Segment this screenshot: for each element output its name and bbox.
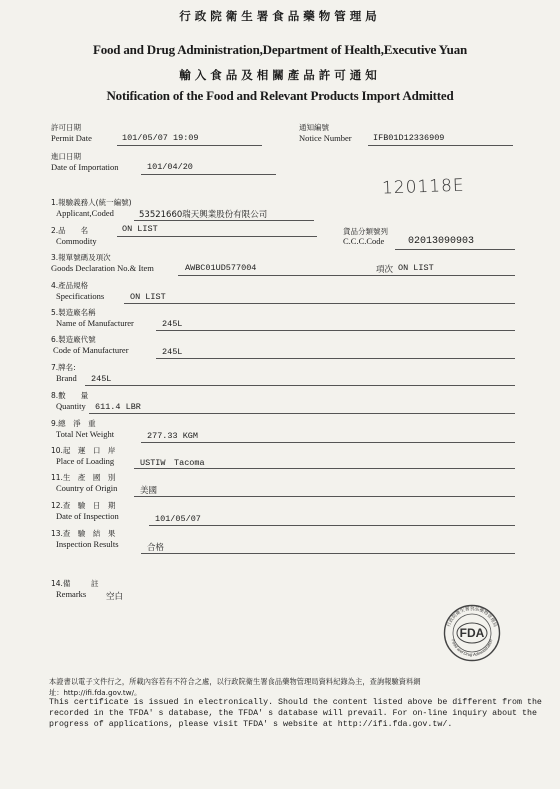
import-date-underline [141,174,276,175]
manufacturer-label-en: Name of Manufacturer [56,318,134,328]
commodity-value: ON LIST [122,224,158,234]
quantity-value: 611.4 LBR [95,402,141,412]
origin-label-en: Country of Origin [56,483,118,493]
specifications-label-cn: 4.產品規格 [51,281,89,290]
loading-underline [134,468,515,469]
goods-decl-label-en: Goods Declaration No.& Item [51,263,154,273]
notice-number-value: IFB01D12336909 [373,133,445,143]
notice-number-label-cn: 通知編號 [299,123,329,132]
quantity-underline [89,413,515,414]
ccc-label-en: C.C.C.Code [343,236,385,246]
net-weight-underline [141,442,515,443]
net-weight-label-cn: 9.總 淨 重 [51,419,96,428]
remarks-label-en: Remarks [56,589,87,599]
document-title-cn: 輸入食品及相關產品許可通知 [179,68,381,82]
brand-underline [85,385,515,386]
net-weight-value: 277.33 KGM [147,431,199,441]
goods-decl-underline [178,275,515,276]
loading-value: USTIW Tacoma [140,458,205,468]
footer-notice-en-2: recorded in the TFDA' s database, the TFDA' s database will prevail. For on-line inquiry about the [49,709,537,718]
remarks-label-cn-2: 註 [91,579,99,588]
remarks-value: 空白 [106,592,124,602]
manufacturer-code-label-en: Code of Manufacturer [53,345,129,355]
permit-date-label-en: Permit Date [51,133,92,143]
document-title-en: Notification of the Food and Relevant Products Import Admitted [106,88,454,103]
manufacturer-underline [156,330,515,331]
goods-decl-value: AWBC01UD577004 [185,263,257,273]
permit-date-underline [117,145,262,146]
specifications-value: ON LIST [130,292,166,302]
footer-notice-en-3: progress of applications, please visit TFDA' s website at http://ifi.fda.gov.tw/. [49,720,453,729]
manufacturer-code-underline [156,358,515,359]
notice-number-label-en: Notice Number [299,133,352,143]
agency-name-en: Food and Drug Administration,Department of Health,Executive Yuan [92,42,468,57]
fda-seal-abbr: FDA [459,626,485,640]
ccc-value: 02013090903 [408,236,475,247]
loading-label-en: Place of Loading [56,456,115,466]
inspection-results-value: 合格 [147,543,165,553]
agency-name-cn: 行政院衛生署食品藥物管理局 [179,9,381,23]
svg-text:行政院衛生署食品藥物管理局 [445,605,499,628]
ccc-label-cn: 貨品分類號列 [343,227,388,236]
inspection-results-label-en: Inspection Results [56,539,119,549]
commodity-label-cn: 2.品 名 [51,226,89,235]
inspection-date-label-en: Date of Inspection [56,511,119,521]
applicant-value: 53521660瑞天興業股份有限公司 [139,210,268,220]
footer-notice-cn-2: 址：http://ifi.fda.gov.tw/。 [49,688,142,697]
footer-notice-en-1: This certificate is issued in electronically. Should the content listed above be different from the [49,698,542,707]
import-date-value: 101/04/20 [147,162,193,172]
commodity-label-en: Commodity [56,236,97,246]
import-date-label-cn: 進口日期 [51,152,81,161]
manufacturer-code-value: 245L [162,347,183,357]
commodity-underline [117,236,317,237]
specifications-label-en: Specifications [56,291,105,301]
fda-seal [443,604,501,662]
inspection-results-label-cn: 13.查 驗 結 果 [51,529,116,538]
applicant-underline [134,220,314,221]
inspection-results-underline [141,553,515,554]
permit-date-value: 101/05/07 19:09 [122,133,199,143]
inspection-date-value: 101/05/07 [155,514,201,524]
goods-decl-item-value: ON LIST [398,263,434,273]
manufacturer-value: 245L [162,319,183,329]
fda-seal-text-bottom: Food and Drug Administration [450,638,494,658]
brand-label-cn: 7.牌名: [51,363,76,372]
ccc-underline [395,249,515,250]
fda-seal-ring-text [443,604,501,662]
handwritten-code: 120118E [381,175,465,199]
origin-value: 美國 [140,486,158,496]
permit-date-label-cn: 許可日期 [51,123,81,132]
brand-label-en: Brand [56,373,77,383]
notice-number-underline [368,145,513,146]
import-date-label-en: Date of Importation [51,162,119,172]
goods-decl-label-cn: 3.報單號碼及項次 [51,253,111,262]
svg-text:Food and Drug Administration [451,638,494,657]
brand-value: 245L [91,374,112,384]
manufacturer-code-label-cn: 6.製造廠代號 [51,335,96,344]
fda-seal-text-top: 行政院衛生署食品藥物管理局 [446,607,498,628]
origin-underline [134,496,515,497]
applicant-label-cn: 1.報驗義務人(統一編號) [51,198,132,207]
quantity-label-en: Quantity [56,401,86,411]
remarks-label-cn: 14.備 [51,579,71,588]
goods-decl-item-label: 項次 [376,265,394,275]
specifications-underline [124,303,515,304]
applicant-label-en: Applicant,Coded [56,208,114,218]
quantity-label-cn: 8.數 量 [51,391,89,400]
origin-label-cn: 11.生 產 國 別 [51,473,116,482]
inspection-date-label-cn: 12.查 驗 日 期 [51,501,116,510]
net-weight-label-en: Total Net Weight [56,429,115,439]
inspection-date-underline [149,525,515,526]
manufacturer-label-cn: 5.製造廠名稱 [51,308,96,317]
footer-notice-cn-1: 本證書以電子文件行之，所載內容若有不符合之處，以行政院衛生署食品藥物管理局資料紀錄為主，查詢報驗資料網 [49,677,421,686]
loading-label-cn: 10.起 運 口 岸 [51,446,116,455]
